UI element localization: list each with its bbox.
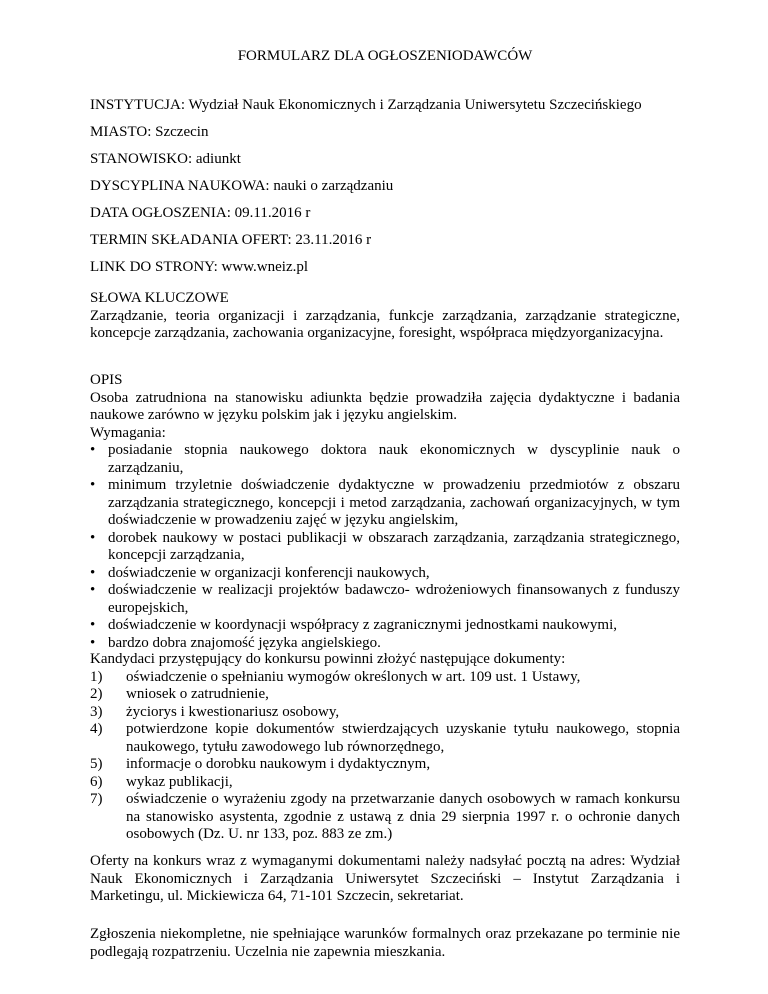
field-discipline: DYSCYPLINA NAUKOWA: nauki o zarządzaniu	[90, 178, 394, 194]
bullet-icon: •	[90, 634, 96, 651]
list-item: 2) wniosek o zatrudnienie,	[90, 686, 269, 702]
description-section	[90, 372, 680, 652]
documents-intro: Kandydaci przystępujący do konkursu powinni złożyć następujące dokumenty:	[90, 651, 566, 667]
field-position: STANOWISKO: adiunkt	[90, 151, 241, 167]
bullet-icon: •	[90, 529, 96, 546]
requirements-label: Wymagania:	[90, 424, 166, 441]
bullet-icon: •	[90, 617, 96, 633]
keywords-section	[90, 290, 680, 343]
list-item: 5) informacje o dorobku naukowym i dydaktycznym,	[90, 756, 431, 772]
keywords-heading: SŁOWA KLUCZOWE	[90, 290, 229, 306]
list-item: 4) potwierdzone kopie dokumentów stwierdzających uzyskanie tytułu naukowego, stopnia naukowego, tytułu zawodowego lub równorzędnego,	[90, 721, 680, 755]
bullet-icon: •	[90, 582, 96, 598]
list-item: 7) oświadczenie o wyrażeniu zgody na przetwarzanie danych osobowych w ramach konkursu na stanowisko asystenta, zgodnie z ustawą z dnia 29 sierpnia 1997 r. o ochronie danych osobowych (Dz. U. nr 133, poz. 883 ze zm.)	[90, 791, 680, 842]
list-item: • minimum trzyletnie doświadczenie dydaktyczne w prowadzeniu przedmiotów z obszaru zarządzania strategicznego, koncepcji i metod zarządzania, zachowań organizacyjnych, w tym doświadczenie w prowadzeniu zajęć w języku angielskim,	[90, 477, 680, 528]
keywords-text: Zarządzanie, teoria organizacji i zarządzania, funkcje zarządzania, zarządzanie strategiczne, koncepcje zarządzania, zachowania organizacyjne, foresight, współpraca międzyorganizacyjna.	[90, 307, 680, 341]
list-item: 6) wykaz publikacji,	[90, 773, 233, 790]
description-intro: Osoba zatrudniona na stanowisku adiunkta będzie prowadziła zajęcia dydaktyczne i badania naukowe zarówno w języku polskim jak i języku angielskim.	[90, 389, 680, 423]
list-item: • dorobek naukowy w postaci publikacji w obszarach zarządzania, zarządzania strategicznego, koncepcji zarządzania,	[90, 529, 680, 563]
notice-paragraph: Zgłoszenia niekompletne, nie spełniające warunków formalnych oraz przekazane po terminie nie podlegają rozpatrzeniu. Uczelnia nie zapewnia mieszkania.	[90, 926, 680, 960]
list-item: • doświadczenie w realizacji projektów badawczo- wdrożeniowych finansowanych z funduszy europejskich,	[90, 582, 680, 616]
bullet-icon: •	[90, 564, 96, 581]
field-post-date: DATA OGŁOSZENIA: 09.11.2016 r	[90, 205, 311, 221]
list-item: • posiadanie stopnia naukowego doktora nauk ekonomicznych w dyscyplinie nauk o zarządzaniu,	[90, 442, 680, 476]
submission-paragraph: Oferty na konkurs wraz z wymaganymi dokumentami należy nadsyłać pocztą na adres: Wydział Nauk Ekonomicznych i Zarządzania Uniwersytet Szczeciński – Instytut Zarządzania i Marketingu, ul. Mickiewicza 64, 71-101 Szczecin, sekretariat.	[90, 853, 680, 904]
bullet-icon: •	[90, 442, 96, 458]
documents-list	[90, 669, 680, 844]
list-item: • doświadczenie w koordynacji współpracy z zagranicznymi jednostkami naukowymi,	[90, 617, 618, 633]
field-deadline: TERMIN SKŁADANIA OFERT: 23.11.2016 r	[90, 232, 372, 248]
bullet-icon: •	[90, 477, 96, 493]
list-item: • bardzo dobra znajomość języka angielskiego.	[90, 634, 381, 651]
page-title: FORMULARZ DLA OGŁOSZENIODAWCÓW	[237, 48, 533, 64]
requirements-list	[90, 442, 680, 652]
field-city: MIASTO: Szczecin	[90, 124, 209, 140]
list-item: • doświadczenie w organizacji konferencji naukowych,	[90, 564, 430, 581]
description-heading: OPIS	[90, 372, 123, 388]
list-item: 1) oświadczenie o spełnianiu wymogów określonych w art. 109 ust. 1 Ustawy,	[90, 668, 581, 685]
field-link: LINK DO STRONY: www.wneiz.pl	[90, 259, 309, 275]
documents-section	[90, 651, 680, 844]
field-institution: INSTYTUCJA: Wydział Nauk Ekonomicznych i Zarządzania Uniwersytetu Szczecińskiego	[90, 97, 642, 113]
list-item: 3) życiorys i kwestionariusz osobowy,	[90, 703, 340, 720]
